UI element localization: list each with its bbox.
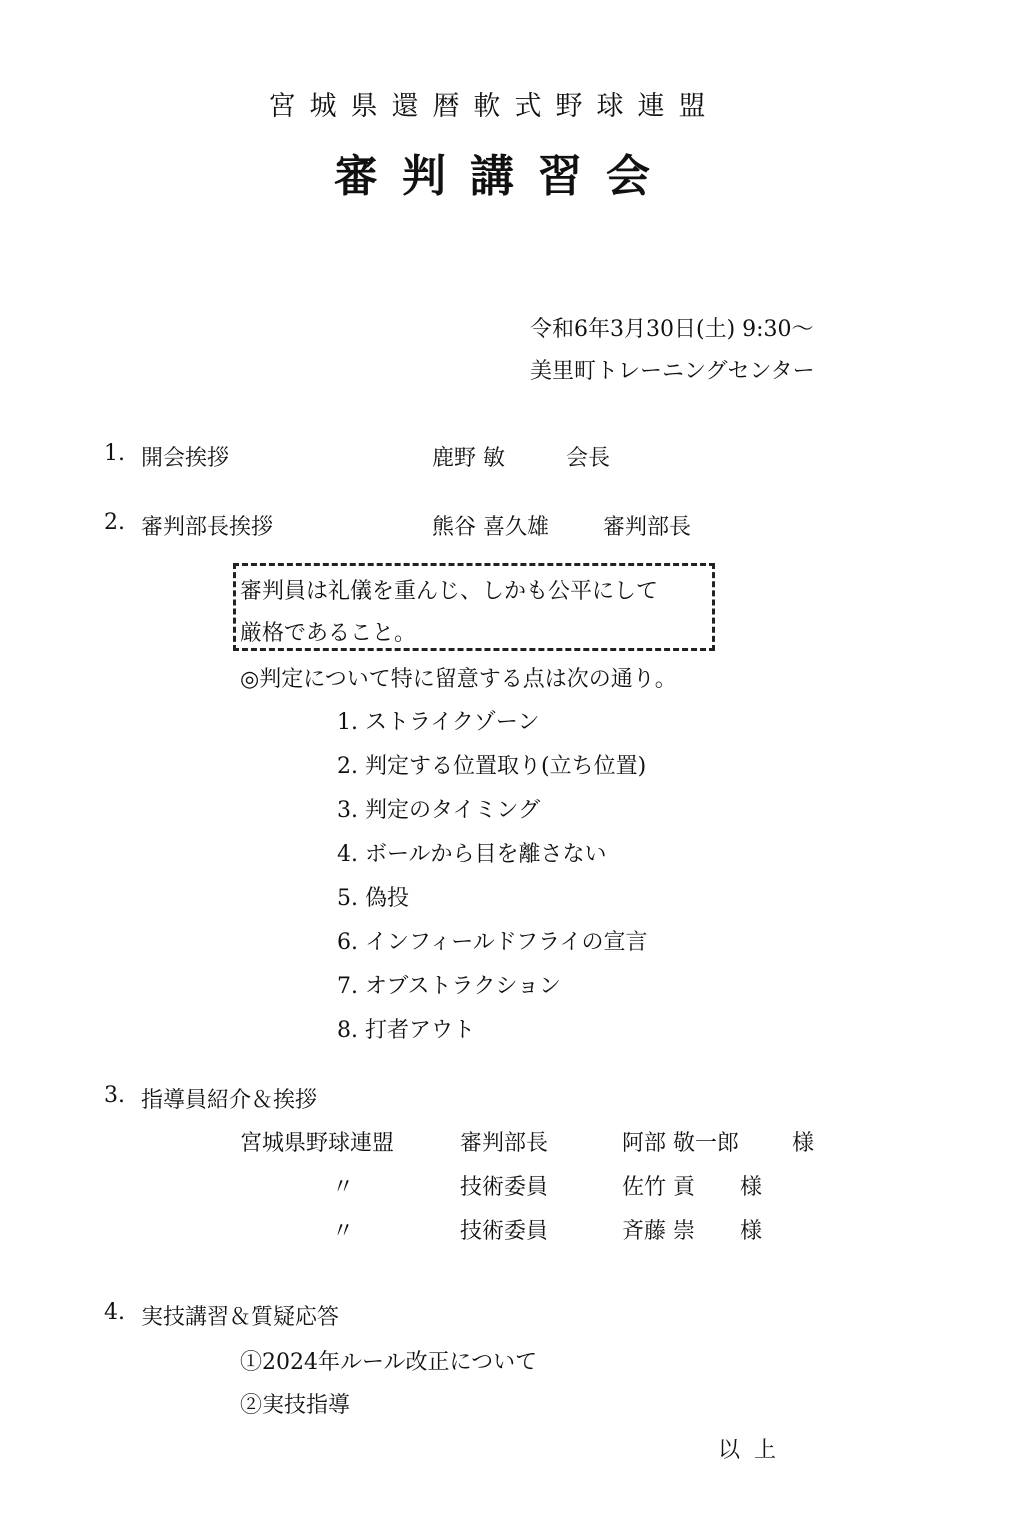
list-item: 2. 判定する位置取り(立ち位置): [337, 754, 647, 779]
instructor-honorific: 様: [792, 1131, 815, 1156]
list-item: 6. インフィールドフライの宣言: [337, 930, 648, 955]
list-item: 4. ボールから目を離さない: [337, 842, 607, 867]
section-label: 開会挨拶: [141, 446, 230, 471]
list-item: 8. 打者アウト: [337, 1018, 475, 1043]
section-number: 2.: [104, 510, 125, 535]
instructor-honorific: 様: [740, 1175, 763, 1200]
instructor-org: 宮城県野球連盟: [240, 1131, 395, 1156]
instructor-title: 技術委員: [460, 1219, 549, 1244]
list-item: 5. 偽投: [337, 886, 409, 911]
instructor-name: 斉藤 崇: [622, 1219, 695, 1244]
instructor-name: 佐竹 貢: [622, 1175, 695, 1200]
section-label: 審判部長挨拶: [141, 515, 274, 540]
section-number: 1.: [104, 441, 125, 466]
section-number: 3.: [104, 1083, 125, 1108]
note-line-2: 厳格であること。: [240, 621, 417, 646]
practice-item: ①2024年ルール改正について: [240, 1350, 538, 1375]
document-title: 審判講習会: [334, 151, 674, 202]
note-line-1: 審判員は礼儀を重んじ、しかも公平にして: [240, 579, 659, 604]
instructor-name: 阿部 敬一郎: [622, 1131, 739, 1156]
event-date: 令和6年3月30日(土) 9:30～: [530, 317, 814, 342]
speaker-name: 熊谷 喜久雄: [432, 515, 549, 540]
list-item: 3. 判定のタイミング: [337, 798, 541, 823]
instructor-title: 技術委員: [460, 1175, 549, 1200]
list-item: 7. オブストラクション: [337, 974, 562, 999]
event-venue: 美里町トレーニングセンター: [530, 359, 815, 384]
organization-name: 宮城県還暦軟式野球連盟: [268, 91, 720, 122]
points-intro: ◎判定について特に留意する点は次の通り。: [240, 667, 677, 692]
section-label: 指導員紹介＆挨拶: [141, 1088, 318, 1113]
instructor-honorific: 様: [740, 1219, 763, 1244]
instructor-org: 〃: [332, 1175, 355, 1200]
list-item: 1. ストライクゾーン: [337, 710, 540, 735]
section-label: 実技講習＆質疑応答: [141, 1305, 340, 1330]
section-number: 4.: [104, 1300, 125, 1325]
practice-item: ②実技指導: [240, 1393, 351, 1418]
speaker-role: 審判部長: [603, 515, 692, 540]
principle-note-box: [233, 563, 715, 651]
instructor-org: 〃: [332, 1219, 355, 1244]
speaker-name: 鹿野 敏: [432, 446, 505, 471]
speaker-role: 会長: [566, 446, 611, 471]
closing-mark: 以上: [718, 1438, 791, 1463]
instructor-title: 審判部長: [460, 1131, 549, 1156]
